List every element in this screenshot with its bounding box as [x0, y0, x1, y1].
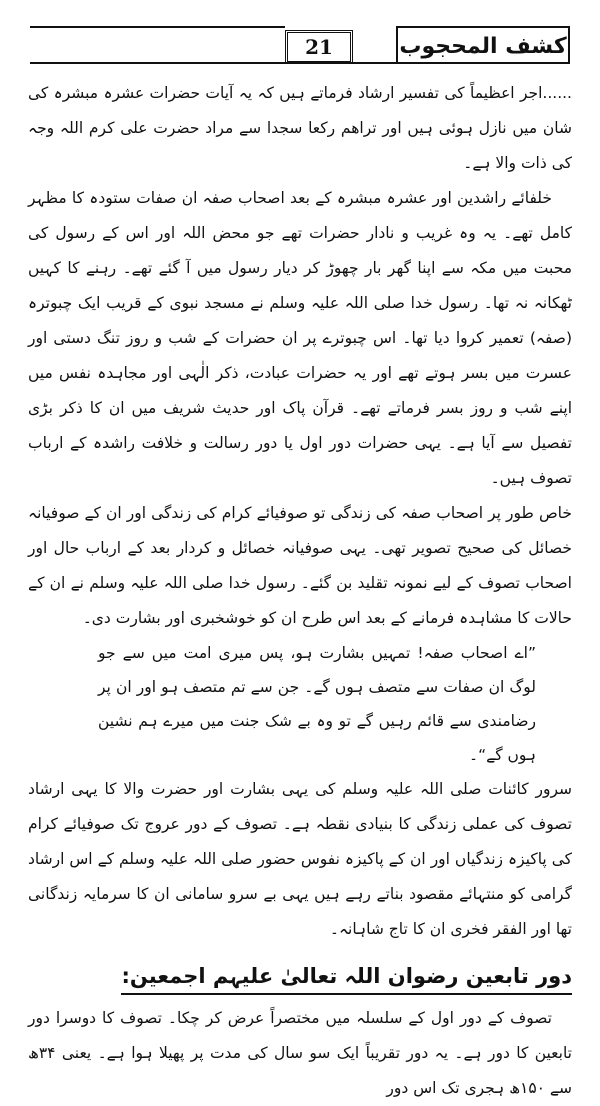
paragraph-2: خلفائے راشدین اور عشرہ مبشرہ کے بعد اصحاب صفہ ان صفات ستودہ کا مظہر کامل تھے۔ یہ وہ غریب و نادار حضرات تھے جو محض اللہ اور اس کے رسول کی محبت میں مکہ سے اپنا گھر بار چھوڑ کر دیار رسول میں آ گئے تھے۔ رہنے کا کہیں ٹھکانہ نہ تھا۔ رسول خدا صلی اللہ علیہ وسلم نے مسجد نبوی کے قریب ایک چبوترہ (صفہ) تعمیر کروا دیا تھا۔ اس چبوترے پر ان حضرات کے شب و روز تنگ دستی اور عسرت میں بسر ہوتے تھے اور یہ حضرات عبادت، ذکر الٰہی اور مجاہدہ نفس میں اپنے شب و روز بسر فرماتے تھے۔ قرآن پاک اور حدیث شریف میں ان کا ذکر بڑی تفصیل سے آیا ہے۔ یہی حضرات دور اول یا دور رسالت و خلافت راشدہ کے ارباب تصوف ہیں۔ [28, 189, 572, 487]
header-rule [30, 26, 285, 64]
paragraph-3: خاص طور پر اصحاب صفہ کی زندگی تو صوفیائے کرام کی زندگی اور ان کے صوفیانہ خصائل کی صحیح تصویر تھی۔ یہی صوفیانہ خصائل و کردار بعد کے ارباب حال اور اصحاب تصوف کے لیے نمونہ تقلید بن گئے۔ رسول خدا صلی اللہ علیہ وسلم نے ان کے حالات کا مشاہدہ فرمانے کے بعد اس طرح ان کو خوشخبری اور بشارت دی۔ [28, 504, 572, 627]
book-title: کشف المحجوب [396, 26, 570, 64]
page-number: 21 [285, 30, 353, 64]
paragraph-1: ......اجر اعظیماً کی تفسیر ارشاد فرماتے ہیں کہ یہ آیات حضرات عشرہ مبشرہ کی شان میں نازل ہوئی ہیں اور تراھم رکعا سجدا سے مراد حضرت علی کرم اللہ وجہ کی ذات والا ہے۔ [28, 84, 572, 172]
page-body [28, 76, 572, 1106]
section-heading-wrap [28, 947, 572, 1001]
closing-paragraph: سرور کائنات صلی اللہ علیہ وسلم کی یہی بشارت اور حضرت والا کا یہی ارشاد تصوف کی عملی زندگی کا بنیادی نقطہ ہے۔ تصوف کے دور عروج تک صوفیائے کرام کی پاکیزہ زندگیاں اور ان کے پاکیزہ نفوس حضور صلی اللہ علیہ وسلم کے اس ارشاد گرامی کو منتہائے مقصود بناتے رہے ہیں یہی بے سرو سامانی ان کا سرمایہ زندگانی تھا اور الفقر فخری ان کا تاج شاہانہ۔ [28, 780, 572, 938]
header-underline [30, 62, 570, 64]
final-paragraph: تصوف کے دور اول کے سلسلہ میں مختصراً عرض کر چکا۔ تصوف کا دوسرا دور تابعین کا دور ہے۔ یہ دور تقریباً ایک سو سال کی مدت پر پھیلا ہوا ہے۔ یعنی ۳۴ھ سے ۱۵۰ھ ہجری تک اس دور [28, 1009, 572, 1097]
page-header [30, 26, 570, 64]
hadith-quote: ”اے اصحاب صفہ! تمہیں بشارت ہو، پس میری امت میں سے جو لوگ ان صفات سے متصف ہوں گے۔ جن سے تم متصف ہو اور ان پر رضامندی سے قائم رہیں گے تو وہ بے شک جنت میں میرے ہم نشین ہوں گے“۔ [98, 644, 536, 764]
section-heading: دور تابعین رضوان اللہ تعالیٰ علیہم اجمعین: [121, 959, 572, 995]
